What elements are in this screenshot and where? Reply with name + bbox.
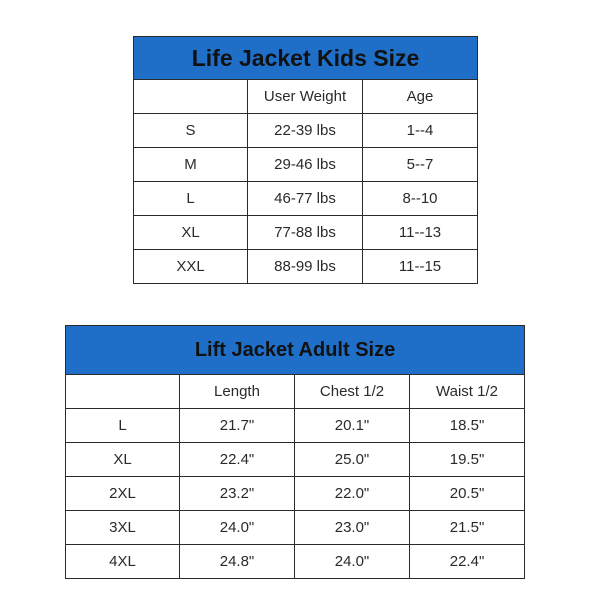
table-row [66, 409, 525, 443]
kids-table-title: Life Jacket Kids Size [134, 37, 478, 80]
kids-age-cell: 1--4 [363, 114, 478, 148]
kids-weight-cell: 88-99 lbs [248, 250, 363, 284]
adult-chest-cell: 22.0" [295, 477, 410, 511]
kids-age-cell: 8--10 [363, 182, 478, 216]
kids-header-row [134, 80, 478, 114]
kids-weight-cell: 77-88 lbs [248, 216, 363, 250]
adult-waist-cell: 19.5" [410, 443, 525, 477]
table-row [66, 511, 525, 545]
adult-waist-cell: 20.5" [410, 477, 525, 511]
kids-weight-cell: 29-46 lbs [248, 148, 363, 182]
adult-size-cell: 4XL [66, 545, 180, 579]
kids-title-row [134, 37, 478, 80]
adult-table-title: Lift Jacket Adult Size [66, 326, 525, 375]
table-row [134, 114, 478, 148]
adult-size-cell: 2XL [66, 477, 180, 511]
kids-size-cell: M [134, 148, 248, 182]
kids-header-size [134, 80, 248, 114]
table-row [66, 477, 525, 511]
adult-size-cell: XL [66, 443, 180, 477]
adult-header-waist: Waist 1/2 [410, 375, 525, 409]
table-row [134, 250, 478, 284]
adult-size-cell: 3XL [66, 511, 180, 545]
table-row [66, 545, 525, 579]
kids-age-cell: 11--13 [363, 216, 478, 250]
adult-header-length: Length [180, 375, 295, 409]
kids-weight-cell: 22-39 lbs [248, 114, 363, 148]
table-row [134, 182, 478, 216]
adult-chest-cell: 23.0" [295, 511, 410, 545]
adult-chest-cell: 25.0" [295, 443, 410, 477]
kids-header-weight: User Weight [248, 80, 363, 114]
adult-chest-cell: 24.0" [295, 545, 410, 579]
kids-size-cell: XXL [134, 250, 248, 284]
table-row [134, 148, 478, 182]
adult-waist-cell: 22.4" [410, 545, 525, 579]
kids-size-cell: S [134, 114, 248, 148]
adult-length-cell: 23.2" [180, 477, 295, 511]
adult-length-cell: 21.7" [180, 409, 295, 443]
kids-age-cell: 5--7 [363, 148, 478, 182]
table-row [66, 443, 525, 477]
adult-waist-cell: 18.5" [410, 409, 525, 443]
adult-length-cell: 24.8" [180, 545, 295, 579]
kids-size-cell: XL [134, 216, 248, 250]
adult-header-size [66, 375, 180, 409]
adult-length-cell: 22.4" [180, 443, 295, 477]
adult-waist-cell: 21.5" [410, 511, 525, 545]
kids-size-cell: L [134, 182, 248, 216]
adult-title-row [66, 326, 525, 375]
adult-chest-cell: 20.1" [295, 409, 410, 443]
adult-header-chest: Chest 1/2 [295, 375, 410, 409]
table-row [134, 216, 478, 250]
adult-length-cell: 24.0" [180, 511, 295, 545]
kids-weight-cell: 46-77 lbs [248, 182, 363, 216]
adult-header-row [66, 375, 525, 409]
adult-size-cell: L [66, 409, 180, 443]
kids-size-table [133, 36, 478, 284]
kids-age-cell: 11--15 [363, 250, 478, 284]
adult-size-table [65, 325, 525, 579]
kids-header-age: Age [363, 80, 478, 114]
